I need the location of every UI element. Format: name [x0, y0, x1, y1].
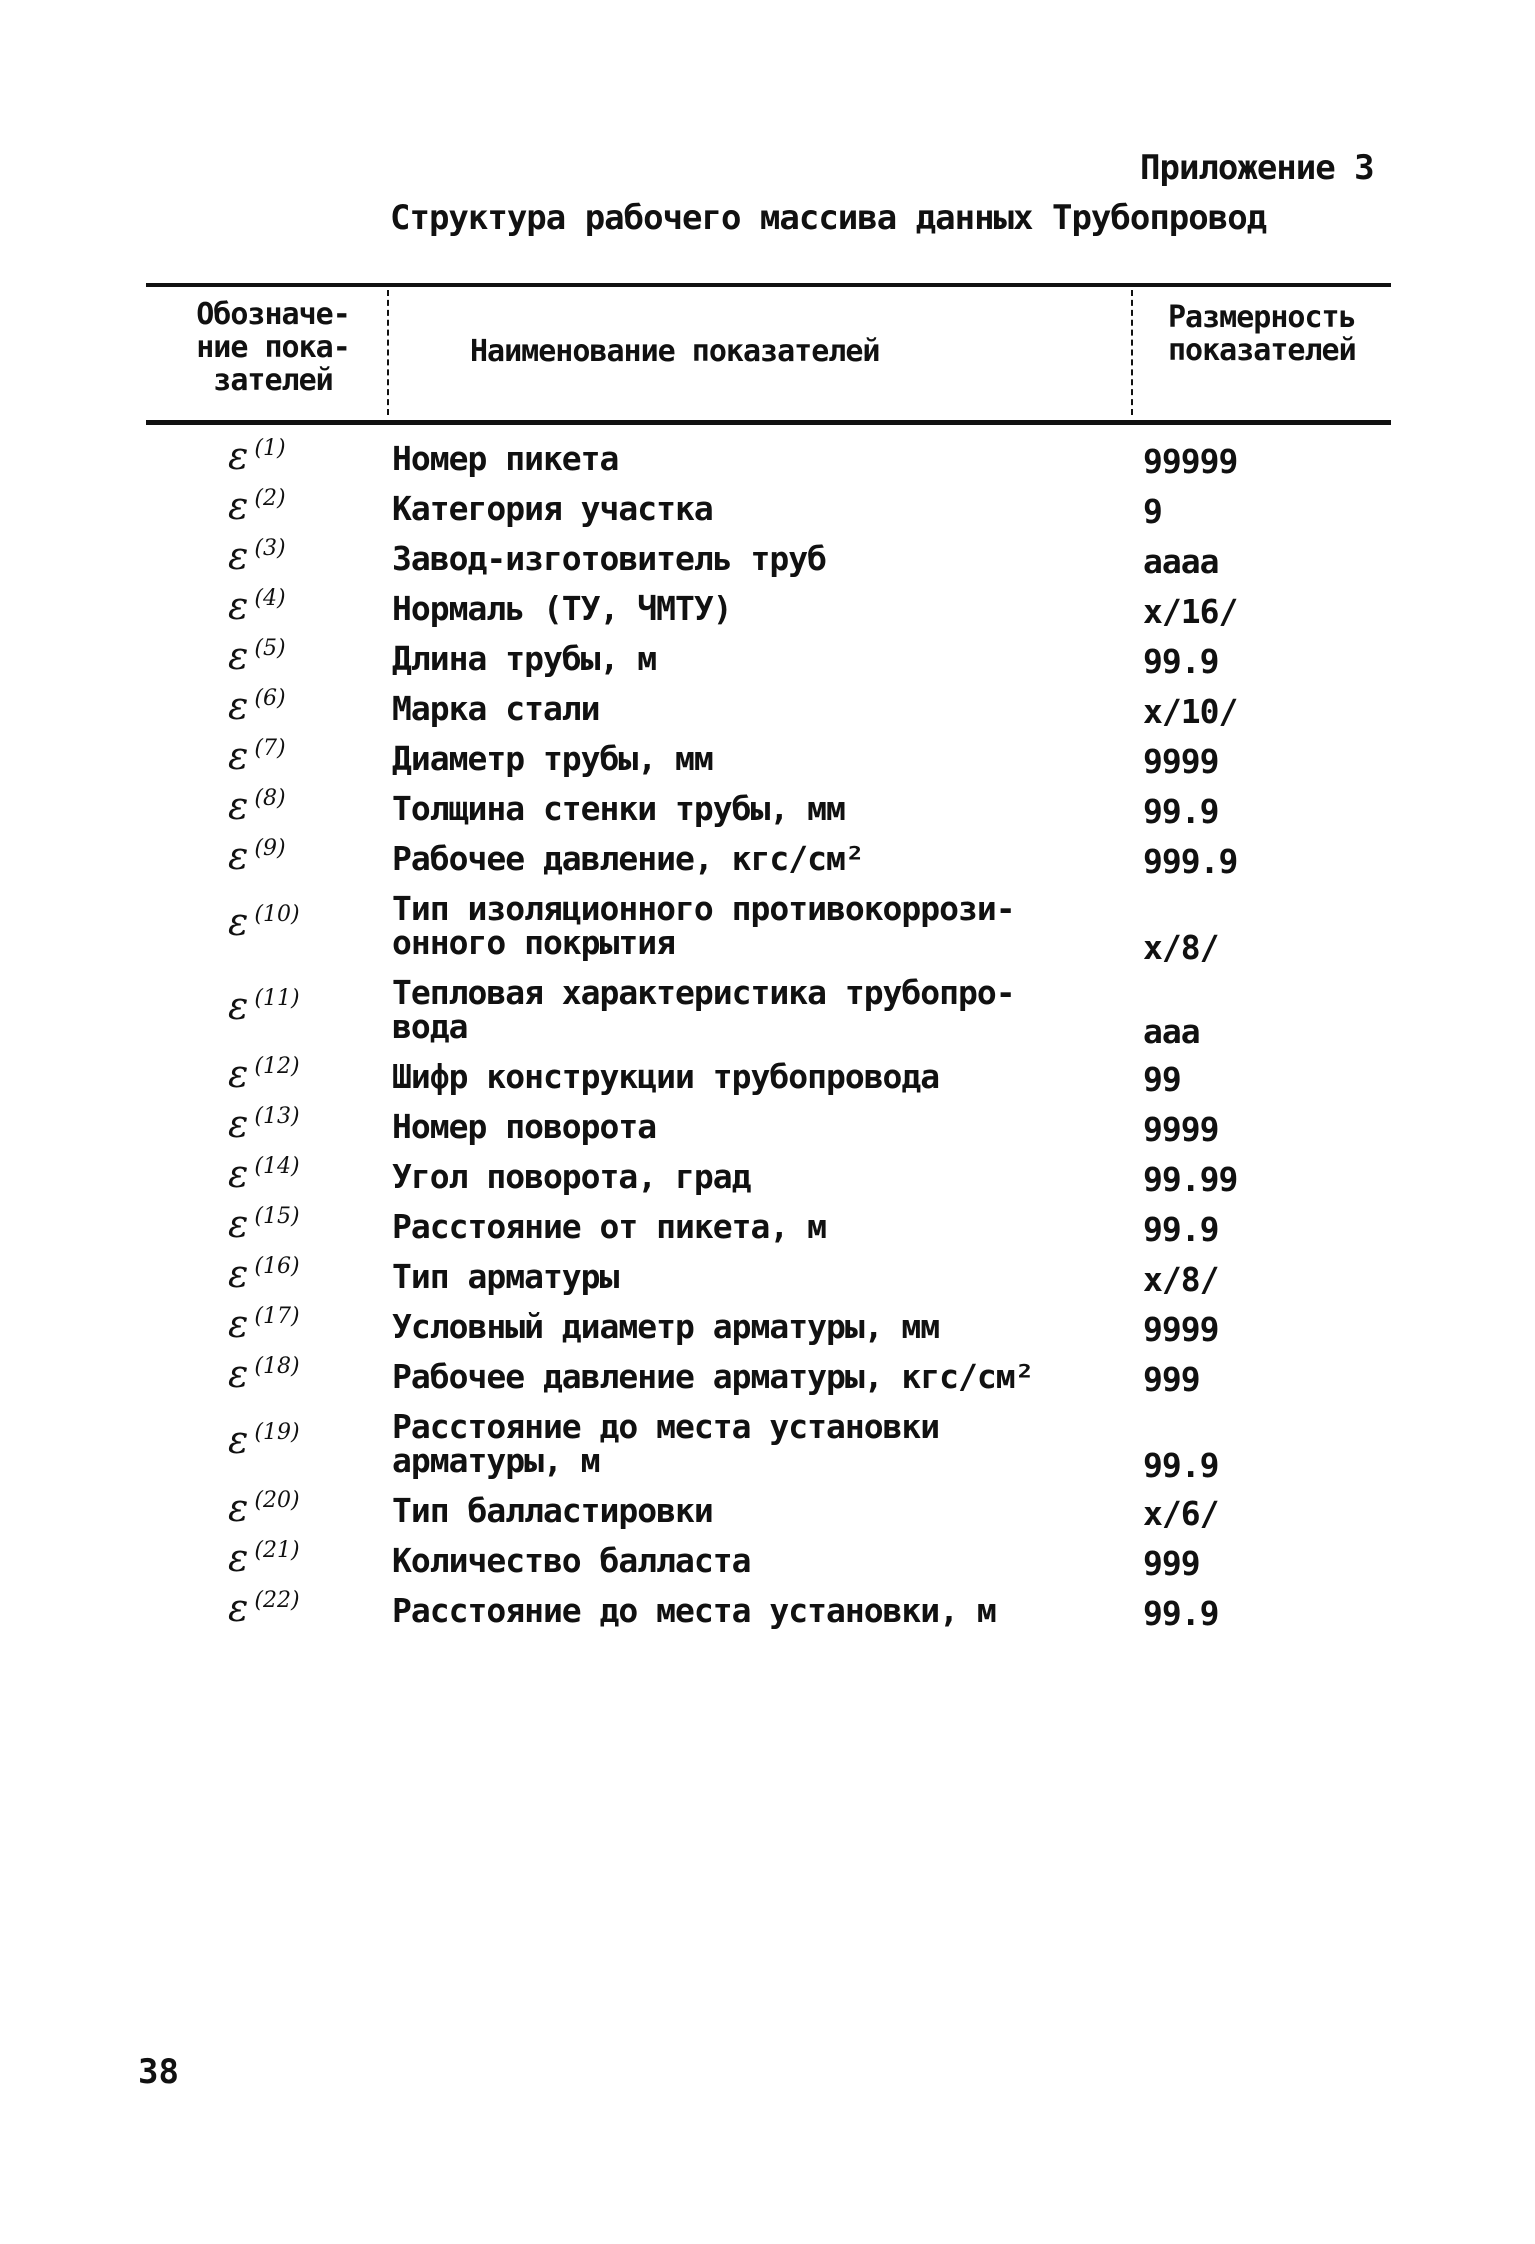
- table-row: [0, 1152, 1535, 1208]
- indicator-dimension: аааа: [1143, 542, 1219, 581]
- indicator-name: Расстояние до места установки арматуры, м: [392, 1407, 940, 1480]
- indicator-name: Рабочее давление арматуры, кгс/см²: [392, 1357, 1034, 1396]
- indicator-name: Толщина стенки трубы, мм: [392, 789, 845, 828]
- indicator-name: Количество балласта: [392, 1541, 751, 1580]
- indicator-index: (20): [254, 1488, 300, 1514]
- table-row: [0, 890, 1535, 974]
- indicator-dimension: 99999: [1143, 442, 1238, 481]
- indicator-symbol: ε $^{(19)}$: [228, 1418, 300, 1462]
- table-row: [0, 1052, 1535, 1108]
- indicator-symbol: ε $^{(14)}$: [228, 1152, 300, 1196]
- indicator-dimension: 9999: [1143, 742, 1219, 781]
- indicator-dimension: 999: [1143, 1360, 1200, 1399]
- indicator-symbol: ε $^{(7)}$: [228, 734, 286, 778]
- indicator-symbol: ε $^{(5)}$: [228, 634, 286, 678]
- indicator-symbol: ε $^{(21)}$: [228, 1536, 300, 1580]
- indicator-index: (2): [254, 486, 286, 512]
- indicator-dimension: 9999: [1143, 1110, 1219, 1149]
- indicator-dimension: 99.9: [1143, 1210, 1219, 1249]
- indicator-symbol: ε $^{(8)}$: [228, 784, 286, 828]
- indicator-symbol: ε $^{(2)}$: [228, 484, 286, 528]
- table-row: [0, 584, 1535, 640]
- table-row: [0, 1486, 1535, 1542]
- indicator-name: Тепловая характеристика трубопро- вода: [392, 973, 1015, 1046]
- table-row: [0, 1352, 1535, 1408]
- indicator-index: (9): [254, 836, 286, 862]
- table-row: [0, 784, 1535, 840]
- indicator-name: Номер пикета: [392, 439, 619, 478]
- indicator-dimension: 99.9: [1143, 792, 1219, 831]
- indicator-index: (6): [254, 686, 286, 712]
- indicator-index: (7): [254, 736, 286, 762]
- indicator-index: (8): [254, 786, 286, 812]
- indicator-name: Тип арматуры: [392, 1257, 619, 1296]
- indicator-index: (21): [254, 1538, 300, 1564]
- indicator-name: Угол поворота, град: [392, 1157, 751, 1196]
- indicator-dimension: 9999: [1143, 1310, 1219, 1349]
- indicator-symbol: ε $^{(6)}$: [228, 684, 286, 728]
- column-separator: [1131, 290, 1133, 415]
- indicator-symbol: ε $^{(18)}$: [228, 1352, 300, 1396]
- indicator-symbol: ε $^{(9)}$: [228, 834, 286, 878]
- indicator-symbol: ε $^{(20)}$: [228, 1486, 300, 1530]
- indicator-name: Марка стали: [392, 689, 600, 728]
- table-row: [0, 684, 1535, 740]
- column-separator: [387, 290, 389, 415]
- indicator-dimension: 99.9: [1143, 1446, 1219, 1485]
- table-row: [0, 734, 1535, 790]
- indicator-name: Диаметр трубы, мм: [392, 739, 713, 778]
- table-row: [0, 1252, 1535, 1308]
- table-row: [0, 534, 1535, 590]
- indicator-name: Расстояние от пикета, м: [392, 1207, 826, 1246]
- indicator-name: Тип изоляционного противокоррози- онного покрытия: [392, 889, 1015, 962]
- indicator-index: (10): [254, 902, 300, 928]
- indicator-dimension: ааа: [1143, 1012, 1200, 1051]
- indicator-name: Шифр конструкции трубопровода: [392, 1057, 940, 1096]
- indicator-name: Тип балластировки: [392, 1491, 713, 1530]
- appendix-label: Приложение 3: [1140, 148, 1374, 188]
- indicator-symbol: ε $^{(17)}$: [228, 1302, 300, 1346]
- indicator-name: Нормаль (ТУ, ЧМТУ): [392, 589, 732, 628]
- indicator-index: (13): [254, 1104, 300, 1130]
- column-header-name: Наименование показателей: [470, 334, 880, 369]
- indicator-dimension: 99: [1143, 1060, 1181, 1099]
- indicator-name: Номер поворота: [392, 1107, 657, 1146]
- table-top-rule: [146, 283, 1391, 287]
- indicator-name: Расстояние до места установки, м: [392, 1591, 996, 1630]
- indicator-name: Длина трубы, м: [392, 639, 657, 678]
- table-row: [0, 1202, 1535, 1258]
- indicator-symbol: ε $^{(11)}$: [228, 984, 300, 1028]
- indicator-index: (15): [254, 1204, 300, 1230]
- indicator-index: (4): [254, 586, 286, 612]
- table-row: [0, 434, 1535, 490]
- indicator-dimension: 99.9: [1143, 642, 1219, 681]
- indicator-symbol: ε $^{(1)}$: [228, 434, 286, 478]
- indicator-index: (5): [254, 636, 286, 662]
- indicator-index: (16): [254, 1254, 300, 1280]
- indicator-dimension: х/6/: [1143, 1494, 1219, 1533]
- indicator-symbol: ε $^{(3)}$: [228, 534, 286, 578]
- indicator-index: (3): [254, 536, 286, 562]
- indicator-dimension: х/8/: [1143, 1260, 1219, 1299]
- indicator-index: (22): [254, 1588, 300, 1614]
- table-title: Структура рабочего массива данных Трубопровод: [390, 198, 1267, 238]
- table-row: [0, 1408, 1535, 1492]
- table-row: [0, 484, 1535, 540]
- table-header-rule: [146, 420, 1391, 425]
- indicator-index: (14): [254, 1154, 300, 1180]
- indicator-symbol: ε $^{(13)}$: [228, 1102, 300, 1146]
- indicator-symbol: ε $^{(15)}$: [228, 1202, 300, 1246]
- indicator-index: (18): [254, 1354, 300, 1380]
- indicator-dimension: 999.9: [1143, 842, 1238, 881]
- table-body: [0, 434, 1535, 1642]
- indicator-symbol: ε $^{(10)}$: [228, 900, 300, 944]
- indicator-dimension: х/8/: [1143, 928, 1219, 967]
- table-row: [0, 1302, 1535, 1358]
- indicator-index: (1): [254, 436, 286, 462]
- indicator-dimension: х/10/: [1143, 692, 1238, 731]
- indicator-index: (11): [254, 986, 300, 1012]
- table-row: [0, 634, 1535, 690]
- column-header-symbol: Обозначе- ние пока- зателей: [196, 297, 350, 398]
- indicator-index: (17): [254, 1304, 300, 1330]
- indicator-name: Рабочее давление, кгс/см²: [392, 839, 864, 878]
- table-row: [0, 1536, 1535, 1592]
- table-row: [0, 974, 1535, 1058]
- table-row: [0, 834, 1535, 890]
- indicator-name: Условный диаметр арматуры, мм: [392, 1307, 940, 1346]
- indicator-index: (19): [254, 1420, 300, 1446]
- table-row: [0, 1586, 1535, 1642]
- indicator-name: Завод-изготовитель труб: [392, 539, 826, 578]
- indicator-symbol: ε $^{(12)}$: [228, 1052, 300, 1096]
- indicator-symbol: ε $^{(4)}$: [228, 584, 286, 628]
- table-row: [0, 1102, 1535, 1158]
- indicator-name: Категория участка: [392, 489, 713, 528]
- indicator-dimension: 999: [1143, 1544, 1200, 1583]
- indicator-index: (12): [254, 1054, 300, 1080]
- indicator-symbol: ε $^{(22)}$: [228, 1586, 300, 1630]
- column-header-dimension: Размерность показателей: [1168, 300, 1356, 368]
- indicator-dimension: х/16/: [1143, 592, 1238, 631]
- indicator-symbol: ε $^{(16)}$: [228, 1252, 300, 1296]
- indicator-dimension: 99.9: [1143, 1594, 1219, 1633]
- page-number: 38: [138, 2052, 179, 2092]
- indicator-dimension: 99.99: [1143, 1160, 1238, 1199]
- indicator-dimension: 9: [1143, 492, 1162, 531]
